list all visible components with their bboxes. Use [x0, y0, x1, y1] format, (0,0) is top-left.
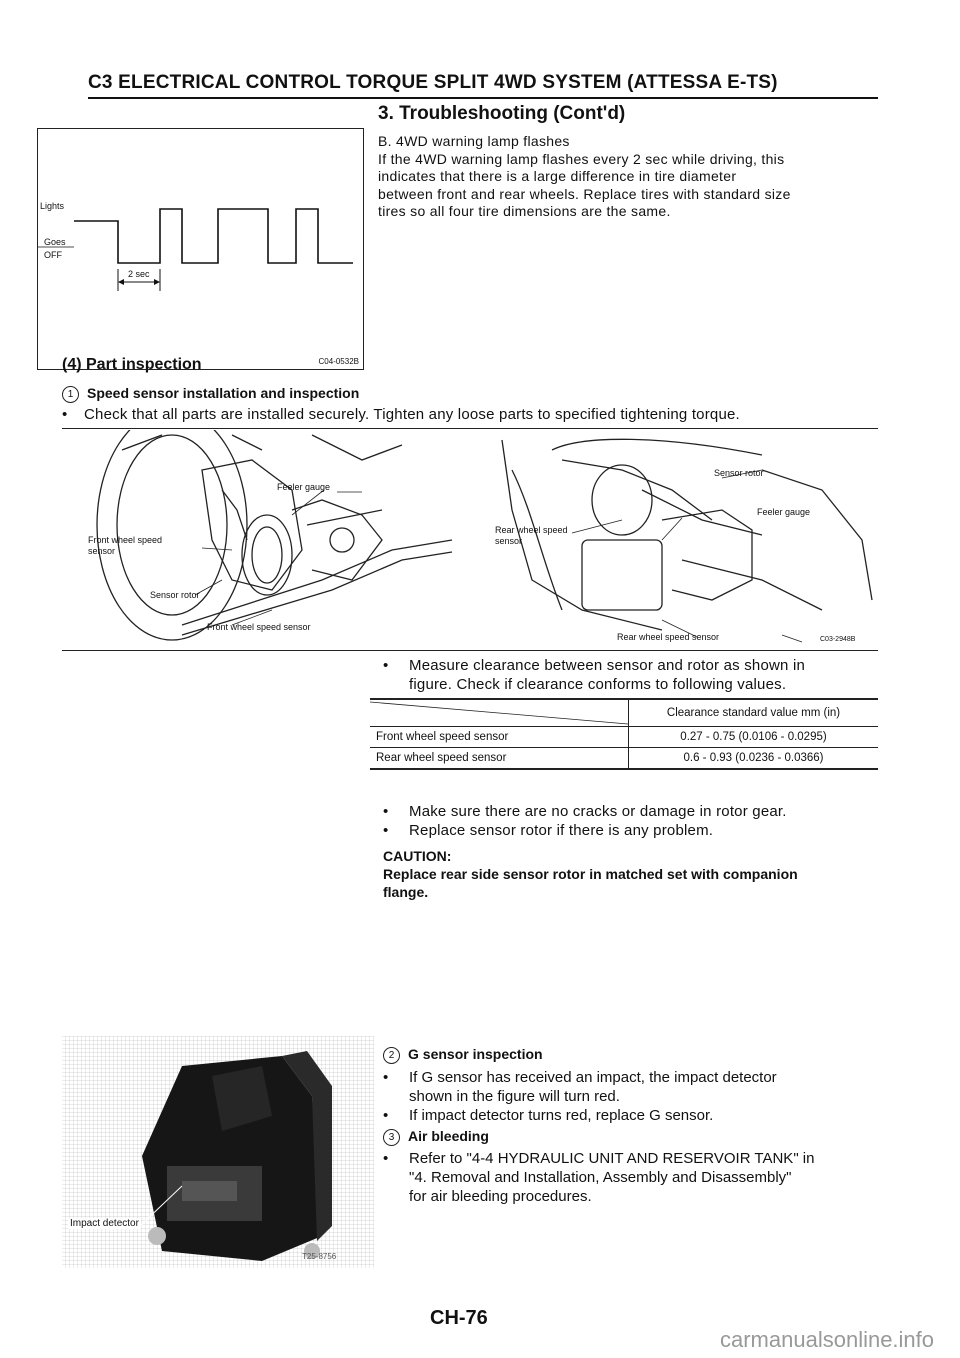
air-bleed-text: Refer to "4-4 HYDRAULIC UNIT AND RESERVOIR TANK" in [409, 1150, 815, 1167]
label-off: OFF [44, 250, 62, 260]
caution-line: flange. [383, 884, 429, 900]
figure-bottom-rule [62, 650, 878, 651]
step-number-icon: 1 [62, 386, 79, 403]
measure-bullet [383, 656, 883, 694]
label-lights: Lights [40, 201, 65, 211]
table-row [370, 727, 878, 748]
list-item [383, 821, 883, 840]
sensor-figure-code: C03-2948B [820, 636, 856, 643]
label-front-sensor-bottom: Front wheel speed sensor [207, 622, 311, 632]
clearance-table-wrap [370, 700, 878, 770]
label-impact-detector: Impact detector [70, 1218, 139, 1229]
table-cell-value: 0.6 - 0.93 (0.0236 - 0.0366) [629, 748, 879, 770]
header-rule [88, 97, 878, 99]
air-bleed-text: "4. Removal and Installation, Assembly and Disassembly" [409, 1169, 792, 1186]
caution-block [383, 847, 798, 901]
bullet-icon: • [383, 1150, 389, 1167]
table-corner-diagonal [370, 700, 628, 726]
speed-sensor-title: Speed sensor installation and inspection [87, 385, 360, 401]
caution-label: CAUTION: [383, 848, 452, 864]
figure-top-rule [62, 428, 878, 429]
item-b-line: B. 4WD warning lamp flashes [378, 133, 570, 149]
g-sensor-heading [383, 1045, 883, 1064]
label-goes: Goes [44, 237, 66, 247]
list-item [383, 802, 883, 821]
lamp-figure-code: C04-0532B [318, 357, 359, 366]
air-bleed-heading [383, 1127, 883, 1146]
label-feeler-gauge-right: Feeler gauge [757, 507, 811, 517]
g-sensor-text: If G sensor has received an impact, the impact detector [409, 1069, 777, 1086]
rotor-check-text: Make sure there are no cracks or damage in rotor gear. [409, 803, 787, 820]
speed-sensor-figure [62, 430, 878, 650]
g-sensor-photo [62, 1036, 374, 1268]
g-sensor-title: G sensor inspection [408, 1046, 543, 1062]
label-rear-sensor-bottom: Rear wheel speed sensor [617, 632, 720, 642]
label-sensor-rotor-left: Sensor rotor [150, 590, 200, 600]
speed-sensor-subheading [62, 385, 359, 403]
bullet-icon: • [383, 657, 389, 674]
step-number-icon: 3 [383, 1129, 400, 1146]
part-inspection-heading: (4) Part inspection [62, 356, 202, 373]
bullet-icon: • [383, 1107, 389, 1124]
sensor-illustration [62, 430, 878, 650]
watermark: carmanualsonline.info [720, 1327, 935, 1352]
item-b-paragraph [378, 133, 878, 221]
g-sensor-text: shown in the figure will turn red. [409, 1088, 620, 1105]
item-b-line: If the 4WD warning lamp flashes every 2 sec while driving, this [378, 150, 785, 167]
bullet-icon: • [383, 1069, 389, 1086]
g-figure-code: T25-8756 [302, 1252, 337, 1261]
air-bleed-text: for air bleeding procedures. [409, 1188, 592, 1205]
label-2sec: 2 sec [128, 269, 150, 279]
air-bleed-title: Air bleeding [408, 1128, 489, 1144]
label-front-sensor-l2: sensor [88, 546, 116, 556]
bullet-icon: • [383, 822, 389, 839]
page-header-title: C3 ELECTRICAL CONTROL TORQUE SPLIT 4WD SYSTEM (ATTESSA E-TS) [88, 72, 778, 93]
list-item [383, 1149, 883, 1206]
list-item [383, 1106, 883, 1125]
item-b-line: indicates that there is a large difference in tire diameter [378, 168, 737, 184]
bullet-icon: • [383, 803, 389, 820]
list-item [383, 1068, 883, 1106]
page-number: CH-76 [430, 1307, 488, 1329]
item-b-line: between front and rear wheels. Replace tires with standard size [378, 185, 791, 202]
label-rear-sensor-l1: Rear wheel speed [495, 525, 568, 535]
step-number-icon: 2 [383, 1047, 400, 1064]
label-feeler-gauge-left: Feeler gauge [277, 482, 331, 492]
g-sensor-illustration [62, 1036, 374, 1268]
table-cell-label: Rear wheel speed sensor [370, 748, 629, 770]
rotor-check-text: Replace sensor rotor if there is any problem. [409, 822, 714, 839]
table-cell-label: Front wheel speed sensor [370, 727, 629, 748]
measure-line: figure. Check if clearance conforms to following values. [409, 676, 787, 693]
lamp-waveform [38, 129, 363, 369]
item-b-line: tires so all four tire dimensions are the same. [378, 203, 671, 219]
caution-line: Replace rear side sensor rotor in matched set with companion [383, 866, 798, 882]
install-check-text: Check that all parts are installed securely. Tighten any loose parts to specified tightening torque. [84, 406, 740, 423]
g-sensor-section [383, 1045, 883, 1206]
label-sensor-rotor-right: Sensor rotor [714, 468, 764, 478]
label-rear-sensor-l2: sensor [495, 536, 523, 546]
table-header-cell: Clearance standard value mm (in) [629, 700, 879, 727]
table-row [370, 748, 878, 770]
section-title: 3. Troubleshooting (Cont'd) [378, 103, 626, 124]
lamp-flash-figure [37, 128, 364, 370]
measure-line: Measure clearance between sensor and rotor as shown in [409, 657, 806, 674]
g-sensor-text: If impact detector turns red, replace G sensor. [409, 1107, 714, 1124]
label-front-sensor-l1: Front wheel speed [88, 535, 163, 545]
bullet-icon: • [62, 406, 68, 423]
rotor-check-list [383, 802, 883, 840]
table-cell-value: 0.27 - 0.75 (0.0106 - 0.0295) [629, 727, 879, 748]
